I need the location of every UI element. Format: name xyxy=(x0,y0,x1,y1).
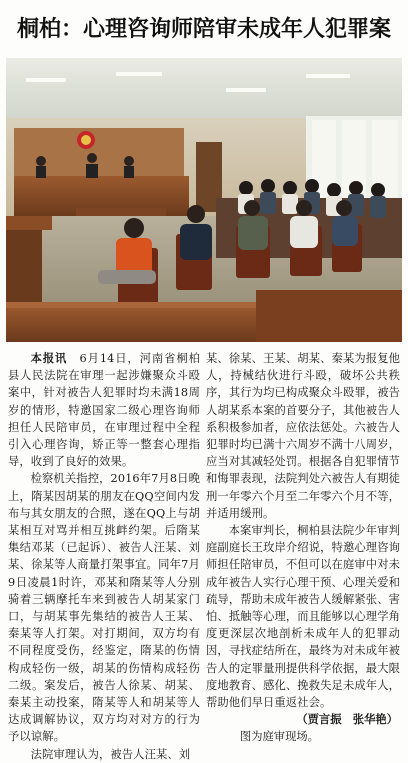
photo-caption: 图为庭审现场。 xyxy=(239,730,319,744)
headline: 桐柏：心理咨询师陪审未成年人犯罪案 xyxy=(16,16,391,42)
byline: （贾言振 张华艳） xyxy=(296,712,398,727)
courtroom-photo xyxy=(6,58,402,342)
lead-label: 本报讯 xyxy=(30,351,68,365)
article-paragraph: 某、徐某、王某、胡某、秦某为报复他人，持械结伙进行斗殴，破坏公共秩序，其行为均已构成聚众斗殴罪，被告人胡某系本案的首要分子，其他被告人系积极参加者，应依法惩处。六被告人犯罪时均已满十六周岁不满十八周岁，应当对其减轻处罚。根据各自犯罪情节和悔罪表现，法院判处六被告人有期徒刑一年零六个月至二年零六个月不等，并适用缓刑。 xyxy=(206,352,400,520)
article-paragraph: 法院审理认为，被告人汪某、刘 xyxy=(30,747,191,761)
article-column-left xyxy=(8,350,200,761)
article-paragraph: 本案审判长，桐柏县法院少年审判庭副庭长王玫岸介绍说，特邀心理咨询师担任陪审员，不但可以在庭审中对未成年被告人实行心理干预、心理关爱和疏导，帮助未成年被告人缓解紧张、害怕、抵触等心理，而且能够以心理学角度更深层次地剖析未成年人的犯罪动因，寻找症结所在，最终为对未成年被告人的定罪量刑提供科学依据，最大限度地教育、感化、挽救失足未成年人，帮助他们早日重返社会。 xyxy=(206,524,400,710)
article-column-right xyxy=(206,350,400,744)
article-paragraph: 检察机关指控，2016年7月8日晚上，隋某因胡某的朋友在QQ空间内发布与其女朋友的合照，遂在QQ上与胡某相互对骂并相互挑衅约架。后隋某集结邓某（已起诉）、被告人汪某、刘某、徐某等人商量打架事宜。同年7月9日凌晨1时许，邓某和隋某等人分别骑着三辆摩托车来到被告人胡某家门口，与胡某事先集结的被告人王某、秦某等人打架。对打期间，双方均有不同程度受伤，经鉴定，隋某的伤情构成轻伤一级，胡某的伤情构成轻伤二级。案发后，被告人徐某、胡某、秦某主动投案，隋某等人和胡某等人达成调解协议，双方均对对方的行为予以谅解。 xyxy=(8,472,200,744)
article-paragraph xyxy=(8,350,200,470)
paragraph-text: 6月14日，河南省桐柏县人民法院在审理一起涉嫌聚众斗殴案中，针对被告人犯罪时均未满18周岁的情形，特邀国家二级心理咨询师担任人民陪审员，在审理过程中全程引入心理咨询，矫正等一整套心理指导，收到了良好的效果。 xyxy=(8,352,200,469)
